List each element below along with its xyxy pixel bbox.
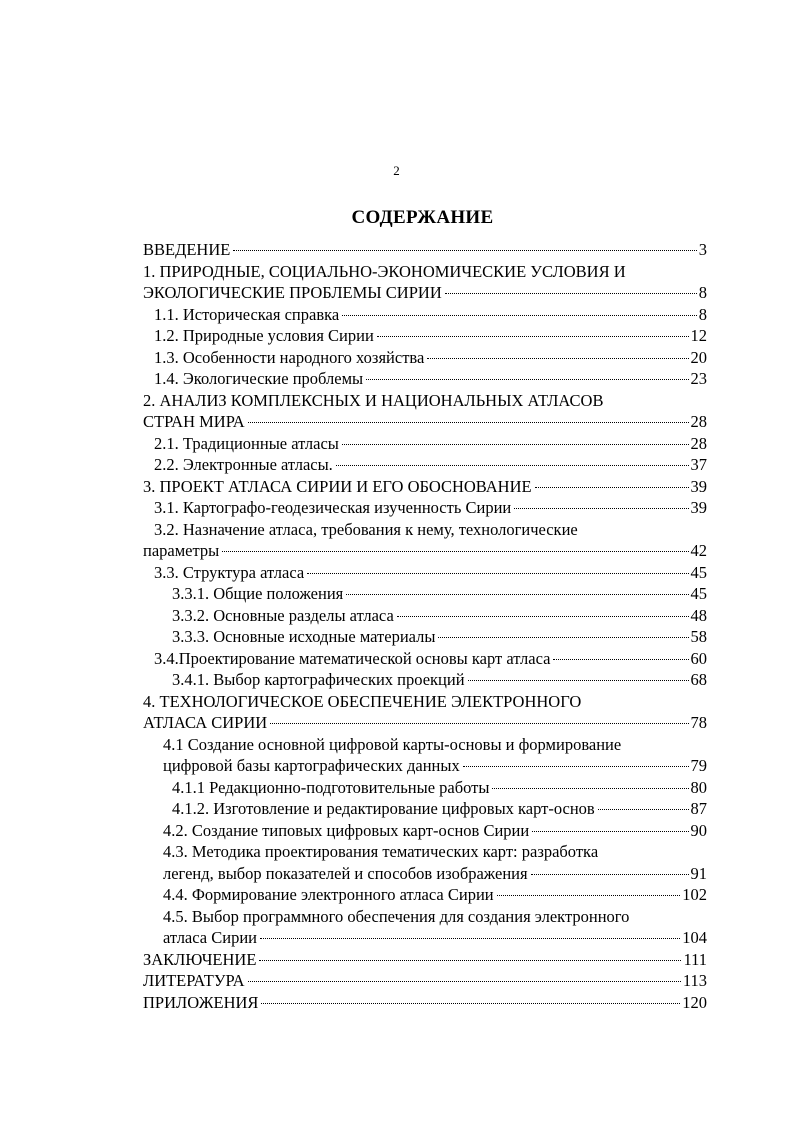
toc-entry-page-number: 39 bbox=[690, 476, 707, 496]
toc-entry[interactable] bbox=[143, 282, 707, 304]
toc-entry[interactable] bbox=[143, 970, 707, 992]
toc-entry-page-number: 78 bbox=[690, 713, 707, 732]
dot-leader bbox=[222, 551, 688, 552]
toc-entry-label: 3.3. Структура атласа bbox=[154, 562, 305, 582]
toc-entry[interactable] bbox=[143, 992, 707, 1014]
toc-entry-page-number: 20 bbox=[690, 347, 707, 367]
toc-entry[interactable] bbox=[143, 325, 707, 347]
toc-entry-label: 4.1.1 Редакционно-подготовительные работы bbox=[172, 777, 490, 797]
toc-entry-page-number: 8 bbox=[698, 283, 707, 302]
toc-entry-label: 3. ПРОЕКТ АТЛАСА СИРИИ И ЕГО ОБОСНОВАНИЕ bbox=[143, 476, 532, 496]
dot-leader bbox=[445, 293, 697, 294]
dot-leader bbox=[397, 616, 689, 617]
toc-entry-label: 2.1. Традиционные атласы bbox=[154, 433, 339, 453]
toc-entry[interactable] bbox=[143, 304, 707, 326]
dot-leader bbox=[261, 1003, 680, 1004]
toc-entry-page-number: 28 bbox=[690, 412, 707, 431]
toc-entry-line[interactable] bbox=[143, 841, 707, 863]
toc-entry-label: ЛИТЕРАТУРА bbox=[143, 971, 245, 990]
dot-leader bbox=[553, 659, 688, 660]
toc-entry-label: 4.4. Формирование электронного атласа Сирии bbox=[163, 885, 494, 904]
toc-entry-line[interactable] bbox=[143, 906, 707, 928]
toc-entry[interactable] bbox=[143, 863, 707, 885]
dot-leader bbox=[598, 809, 689, 810]
toc-entry-label: атласа Сирии bbox=[163, 928, 257, 947]
dot-leader bbox=[233, 250, 696, 251]
toc-entry-page-number: 23 bbox=[690, 369, 707, 388]
toc-entry-line[interactable] bbox=[143, 261, 707, 283]
toc-entry[interactable] bbox=[143, 648, 707, 670]
toc-entry-label: параметры bbox=[143, 541, 220, 560]
toc-entry[interactable] bbox=[143, 497, 707, 519]
toc-entry-page-number: 90 bbox=[690, 820, 707, 840]
toc-entry-label: ЭКОЛОГИЧЕСКИЕ ПРОБЛЕМЫ СИРИИ bbox=[143, 283, 442, 302]
toc-entry-label: 2.2. Электронные атласы. bbox=[154, 455, 333, 474]
dot-leader bbox=[260, 938, 680, 939]
toc-entry[interactable] bbox=[143, 454, 707, 476]
toc-entry[interactable] bbox=[143, 626, 707, 648]
dot-leader bbox=[346, 594, 688, 595]
toc-entry-label: 2. АНАЛИЗ КОМПЛЕКСНЫХ И НАЦИОНАЛЬНЫХ АТЛАСОВ bbox=[143, 390, 604, 410]
toc-entry[interactable] bbox=[143, 583, 707, 605]
toc-entry-page-number: 104 bbox=[682, 928, 707, 947]
toc-entry-line[interactable] bbox=[143, 734, 707, 756]
table-of-contents bbox=[143, 239, 707, 1013]
dot-leader bbox=[259, 960, 681, 961]
toc-entry-label: 4.2. Создание типовых цифровых карт-основ Сирии bbox=[163, 820, 530, 840]
toc-entry-page-number: 12 bbox=[690, 326, 707, 345]
toc-entry-label: легенд, выбор показателей и способов изображения bbox=[163, 863, 528, 883]
toc-entry-line[interactable] bbox=[143, 390, 707, 412]
toc-entry-page-number: 79 bbox=[690, 756, 707, 775]
toc-entry[interactable] bbox=[143, 433, 707, 455]
toc-entry-page-number: 42 bbox=[690, 541, 707, 560]
toc-entry-page-number: 37 bbox=[690, 455, 707, 474]
toc-entry-line[interactable] bbox=[143, 691, 707, 713]
dot-leader bbox=[248, 422, 689, 423]
toc-entry-label: 4.1.2. Изготовление и редактирование цифровых карт-основ bbox=[172, 799, 595, 818]
toc-entry-page-number: 91 bbox=[690, 863, 707, 883]
toc-entry-page-number: 39 bbox=[690, 498, 707, 517]
toc-entry-label: 1. ПРИРОДНЫЕ, СОЦИАЛЬНО-ЭКОНОМИЧЕСКИЕ УСЛОВИЯ И bbox=[143, 261, 626, 281]
toc-entry[interactable] bbox=[143, 562, 707, 584]
toc-entry-label: 1.3. Особенности народного хозяйства bbox=[154, 347, 425, 367]
toc-entry-label: 4.3. Методика проектирования тематических карт: разработка bbox=[163, 842, 599, 861]
toc-entry-page-number: 120 bbox=[682, 992, 707, 1012]
toc-entry-page-number: 102 bbox=[682, 885, 707, 904]
dot-leader bbox=[248, 981, 681, 982]
toc-entry-page-number: 113 bbox=[682, 971, 707, 990]
page-number: 2 bbox=[393, 163, 400, 178]
toc-entry[interactable] bbox=[143, 347, 707, 369]
dot-leader bbox=[492, 788, 688, 789]
toc-entry-label: 3.1. Картографо-геодезическая изученность Сирии bbox=[154, 498, 512, 517]
toc-entry-page-number: 80 bbox=[690, 777, 707, 797]
toc-entry[interactable] bbox=[143, 884, 707, 906]
toc-entry-label: АТЛАСА СИРИИ bbox=[143, 713, 268, 732]
toc-entry[interactable] bbox=[143, 669, 707, 691]
toc-entry[interactable] bbox=[143, 239, 707, 261]
dot-leader bbox=[468, 680, 689, 681]
toc-entry-label: 1.1. Историческая справка bbox=[154, 304, 340, 324]
dot-leader bbox=[336, 465, 689, 466]
toc-entry-page-number: 28 bbox=[690, 433, 707, 453]
dot-leader bbox=[270, 723, 688, 724]
toc-entry[interactable] bbox=[143, 777, 707, 799]
toc-entry-page-number: 48 bbox=[690, 605, 707, 625]
dot-leader bbox=[531, 874, 689, 875]
toc-entry[interactable] bbox=[143, 712, 707, 734]
dot-leader bbox=[342, 444, 689, 445]
dot-leader bbox=[463, 766, 689, 767]
dot-leader bbox=[497, 895, 681, 896]
toc-entry-label: 1.2. Природные условия Сирии bbox=[154, 326, 374, 345]
toc-entry-label: 3.4.Проектирование математической основы карт атласа bbox=[154, 648, 551, 668]
toc-entry[interactable] bbox=[143, 605, 707, 627]
toc-entry[interactable] bbox=[143, 798, 707, 820]
toc-entry-page-number: 8 bbox=[698, 304, 707, 324]
toc-entry-page-number: 45 bbox=[690, 584, 707, 603]
toc-entry[interactable] bbox=[143, 927, 707, 949]
toc-entry-label: ПРИЛОЖЕНИЯ bbox=[143, 992, 259, 1012]
dot-leader bbox=[342, 315, 697, 316]
dot-leader bbox=[535, 487, 689, 488]
dot-leader bbox=[532, 831, 688, 832]
dot-leader bbox=[366, 379, 688, 380]
toc-entry-page-number: 45 bbox=[690, 562, 707, 582]
page-title: СОДЕРЖАНИЕ bbox=[351, 207, 494, 228]
toc-entry-label: 3.3.1. Общие положения bbox=[172, 584, 344, 603]
toc-entry-label: 3.3.3. Основные исходные материалы bbox=[172, 627, 436, 646]
dot-leader bbox=[427, 358, 688, 359]
toc-entry[interactable] bbox=[143, 755, 707, 777]
toc-entry[interactable] bbox=[143, 476, 707, 498]
dot-leader bbox=[377, 336, 689, 337]
toc-entry-label: цифровой базы картографических данных bbox=[163, 756, 460, 775]
dot-leader bbox=[438, 637, 688, 638]
toc-entry[interactable] bbox=[143, 820, 707, 842]
toc-entry-label: 4.1 Создание основной цифровой карты-основы и формирование bbox=[163, 734, 622, 754]
toc-entry-label: ВВЕДЕНИЕ bbox=[143, 240, 231, 259]
toc-entry-page-number: 87 bbox=[690, 799, 707, 818]
dot-leader bbox=[307, 573, 688, 574]
toc-entry[interactable] bbox=[143, 949, 707, 971]
toc-entry-label: 3.4.1. Выбор картографических проекций bbox=[172, 670, 465, 689]
toc-entry-page-number: 3 bbox=[698, 240, 707, 259]
dot-leader bbox=[514, 508, 688, 509]
toc-entry-label: 4. ТЕХНОЛОГИЧЕСКОЕ ОБЕСПЕЧЕНИЕ ЭЛЕКТРОННОГО bbox=[143, 691, 582, 711]
toc-entry-page-number: 111 bbox=[683, 949, 707, 969]
toc-entry-label: 3.2. Назначение атласа, требования к нему, технологические bbox=[154, 519, 578, 539]
toc-entry[interactable] bbox=[143, 540, 707, 562]
toc-entry-page-number: 68 bbox=[690, 670, 707, 689]
toc-entry-page-number: 60 bbox=[690, 648, 707, 668]
toc-entry[interactable] bbox=[143, 368, 707, 390]
toc-entry[interactable] bbox=[143, 411, 707, 433]
toc-entry-page-number: 58 bbox=[690, 627, 707, 646]
toc-entry-label: 1.4. Экологические проблемы bbox=[154, 369, 364, 388]
toc-entry-label: 4.5. Выбор программного обеспечения для создания электронного bbox=[163, 906, 630, 926]
toc-entry-label: СТРАН МИРА bbox=[143, 412, 245, 431]
toc-entry-label: 3.3.2. Основные разделы атласа bbox=[172, 605, 394, 625]
toc-entry-label: ЗАКЛЮЧЕНИЕ bbox=[143, 949, 257, 969]
toc-entry-line[interactable] bbox=[143, 519, 707, 541]
